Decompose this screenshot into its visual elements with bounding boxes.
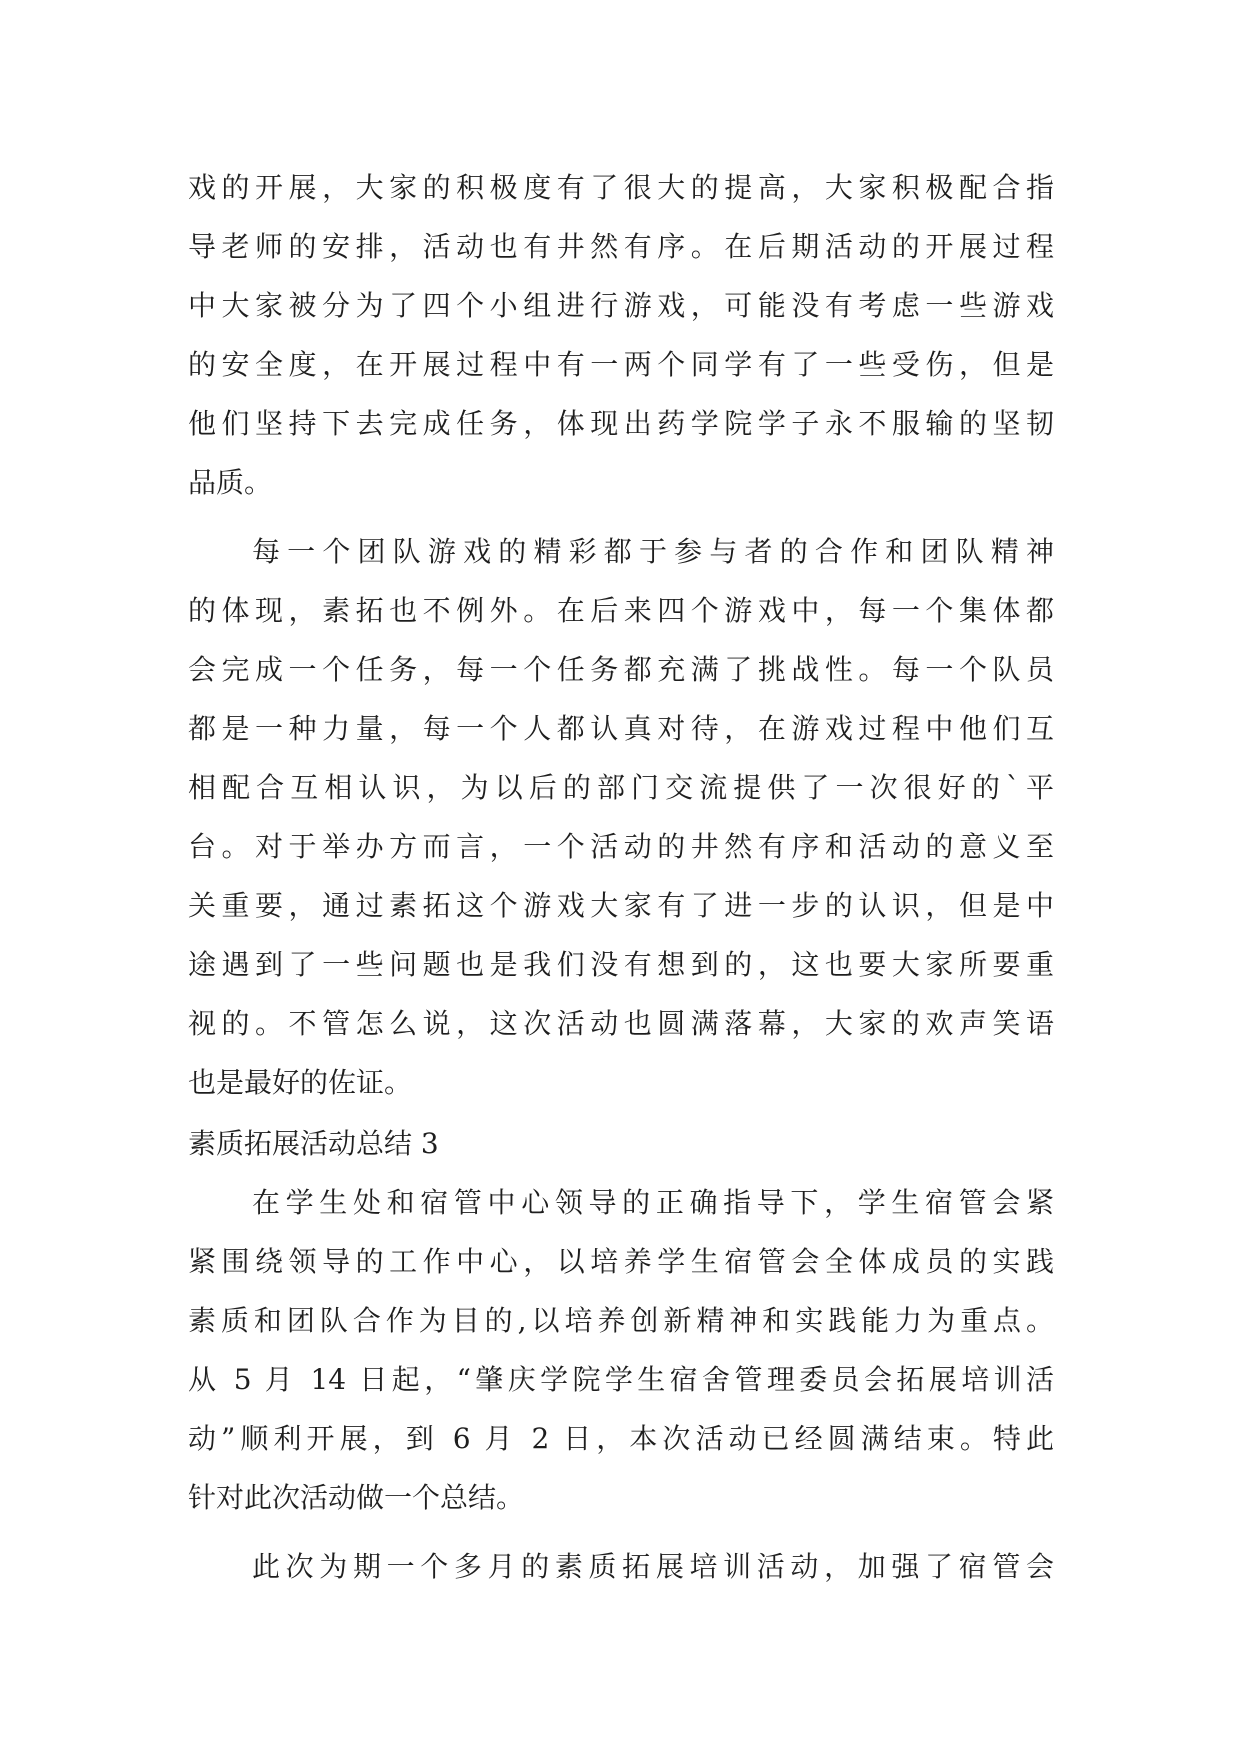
text-line: 在学生处和宿管中心领导的正确指导下，学生宿管会紧	[252, 1186, 1054, 1219]
text-line: 台。对于举办方而言，一个活动的井然有序和活动的意义至	[188, 830, 1054, 863]
text-line: 此次为期一个多月的素质拓展培训活动，加强了宿管会	[252, 1550, 1054, 1583]
document-body	[188, 158, 1054, 1596]
text-line: 中大家被分为了四个小组进行游戏，可能没有考虑一些游戏	[188, 289, 1054, 322]
paragraph	[188, 1173, 1054, 1527]
text-line: 的安全度，在开展过程中有一两个同学有了一些受伤，但是	[188, 348, 1054, 381]
text-line: 导老师的安排，活动也有井然有序。在后期活动的开展过程	[188, 230, 1054, 263]
text-line: 的体现，素拓也不例外。在后来四个游戏中，每一个集体都	[188, 594, 1054, 627]
text-line: 途遇到了一些问题也是我们没有想到的，这也要大家所要重	[188, 948, 1054, 981]
text-line: 品质。	[188, 466, 273, 499]
section-title: 素质拓展活动总结 3	[188, 1127, 439, 1160]
text-line: 素质和团队合作为目的,以培养创新精神和实践能力为重点。	[188, 1304, 1054, 1337]
text-line: 针对此次活动做一个总结。	[188, 1481, 525, 1514]
text-line: 从 5 月 14 日起，“肇庆学院学生宿舍管理委员会拓展培训活	[188, 1363, 1054, 1396]
paragraph	[188, 158, 1054, 512]
text-line: 动”顺利开展，到 6 月 2 日，本次活动已经圆满结束。特此	[188, 1422, 1054, 1455]
text-line: 紧围绕领导的工作中心，以培养学生宿管会全体成员的实践	[188, 1245, 1054, 1278]
text-line: 会完成一个任务，每一个任务都充满了挑战性。每一个队员	[188, 653, 1054, 686]
paragraph	[188, 1537, 1054, 1596]
text-line: 戏的开展，大家的积极度有了很大的提高，大家积极配合指	[188, 171, 1054, 204]
text-line: 相配合互相认识，为以后的部门交流提供了一次很好的`平	[188, 771, 1054, 804]
text-line: 也是最好的佐证。	[188, 1066, 413, 1099]
text-line: 关重要，通过素拓这个游戏大家有了进一步的认识，但是中	[188, 889, 1054, 922]
text-line: 他们坚持下去完成任务，体现出药学院学子永不服输的坚韧	[188, 407, 1054, 440]
text-line: 视的。不管怎么说，这次活动也圆满落幕，大家的欢声笑语	[188, 1007, 1054, 1040]
text-line: 每一个团队游戏的精彩都于参与者的合作和团队精神	[252, 535, 1054, 568]
text-line: 都是一种力量，每一个人都认真对待，在游戏过程中他们互	[188, 712, 1054, 745]
paragraph	[188, 522, 1054, 1112]
